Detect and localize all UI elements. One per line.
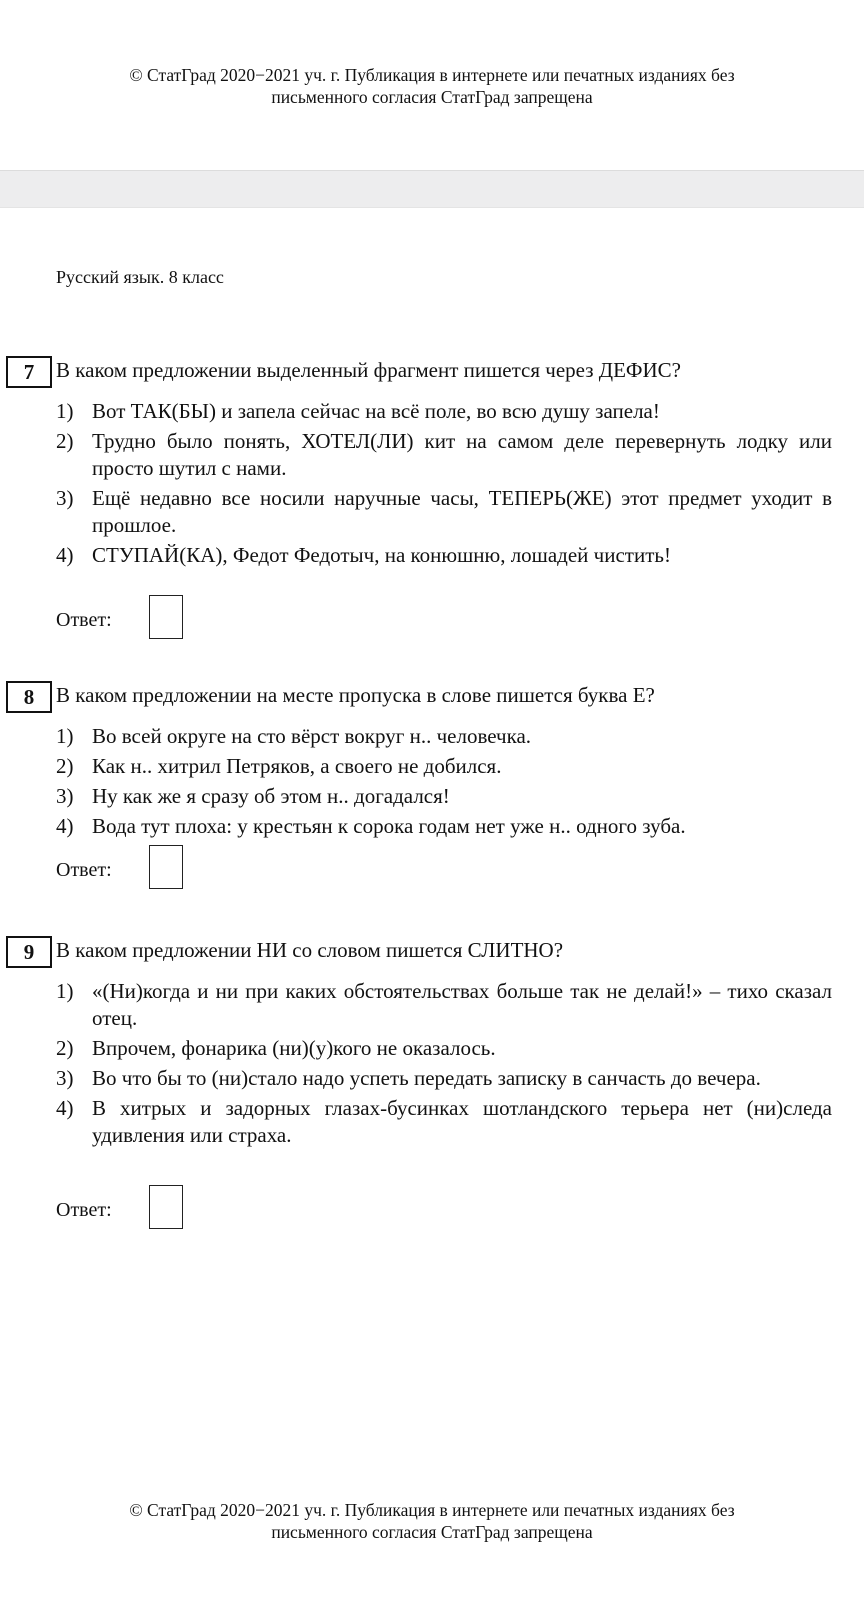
option-number: 4) [56,543,74,567]
copyright-line-2: письменного согласия СтатГрад запрещена [271,87,593,107]
task-number: 9 [6,936,52,968]
option-2 [56,753,832,780]
option-2 [56,1035,832,1062]
page-header-copyright [0,64,864,108]
option-number: 3) [56,784,74,808]
option-number: 2) [56,429,74,453]
option-1 [56,398,832,425]
subject-title: Русский язык. 8 класс [56,267,224,287]
option-text: Трудно было понять, ХОТЕЛ(ЛИ) кит на самом деле перевернуть лодку или просто шутил с нами. [92,429,832,480]
option-2 [56,428,832,482]
task-question: В каком предложении НИ со словом пишется СЛИТНО? [56,938,564,962]
option-text: СТУПАЙ(КА), Федот Федотыч, на конюшню, лошадей чистить! [92,543,671,567]
option-text: Во всей округе на сто вёрст вокруг н.. человечка. [92,724,532,748]
task-options [56,723,832,843]
answer-label: Ответ: [56,859,112,881]
option-3 [56,485,832,539]
answer-box[interactable] [149,845,183,889]
option-text: Как н.. хитрил Петряков, а своего не добился. [92,754,502,778]
option-4 [56,542,832,569]
option-number: 3) [56,1066,74,1090]
option-number: 2) [56,1036,74,1060]
option-1 [56,723,832,750]
option-4 [56,813,832,840]
page-separator [0,170,864,208]
option-text: Вот ТАК(БЫ) и запела сейчас на всё поле, во всю душу запела! [92,399,660,423]
answer-box[interactable] [149,595,183,639]
option-3 [56,783,832,810]
answer-label: Ответ: [56,609,112,631]
task-number: 8 [6,681,52,713]
option-3 [56,1065,832,1092]
copyright-line-2: письменного согласия СтатГрад запрещена [271,1522,593,1542]
option-text: «(Ни)когда и ни при каких обстоятельствах больше так не делай!» – тихо сказал отец. [92,979,832,1030]
copyright-line-1: © СтатГрад 2020−2021 уч. г. Публикация в интернете или печатных изданиях без [129,65,735,85]
option-text: В хитрых и задорных глазах-бусинках шотландского терьера нет (ни)следа удивления или страха. [92,1096,832,1147]
answer-label: Ответ: [56,1199,112,1221]
option-4 [56,1095,832,1149]
option-number: 1) [56,979,74,1003]
option-text: Впрочем, фонарика (ни)(у)кого не оказалось. [92,1036,496,1060]
option-1 [56,978,832,1032]
option-number: 2) [56,754,74,778]
option-text: Ну как же я сразу об этом н.. догадался! [92,784,450,808]
answer-box[interactable] [149,1185,183,1229]
task-number: 7 [6,356,52,388]
option-text: Ещё недавно все носили наручные часы, ТЕПЕРЬ(ЖЕ) этот предмет уходит в прошлое. [92,486,832,537]
task-options [56,978,832,1152]
page-footer-copyright [0,1499,864,1543]
option-number: 3) [56,486,74,510]
copyright-line-1: © СтатГрад 2020−2021 уч. г. Публикация в интернете или печатных изданиях без [129,1500,735,1520]
task-options [56,398,832,572]
option-text: Во что бы то (ни)стало надо успеть передать записку в санчасть до вечера. [92,1066,761,1090]
task-question: В каком предложении выделенный фрагмент пишется через ДЕФИС? [56,358,681,382]
option-number: 1) [56,724,74,748]
task-question: В каком предложении на месте пропуска в слове пишется буква Е? [56,683,655,707]
option-number: 4) [56,814,74,838]
option-number: 1) [56,399,74,423]
option-text: Вода тут плоха: у крестьян к сорока годам нет уже н.. одного зуба. [92,814,686,838]
option-number: 4) [56,1096,74,1120]
